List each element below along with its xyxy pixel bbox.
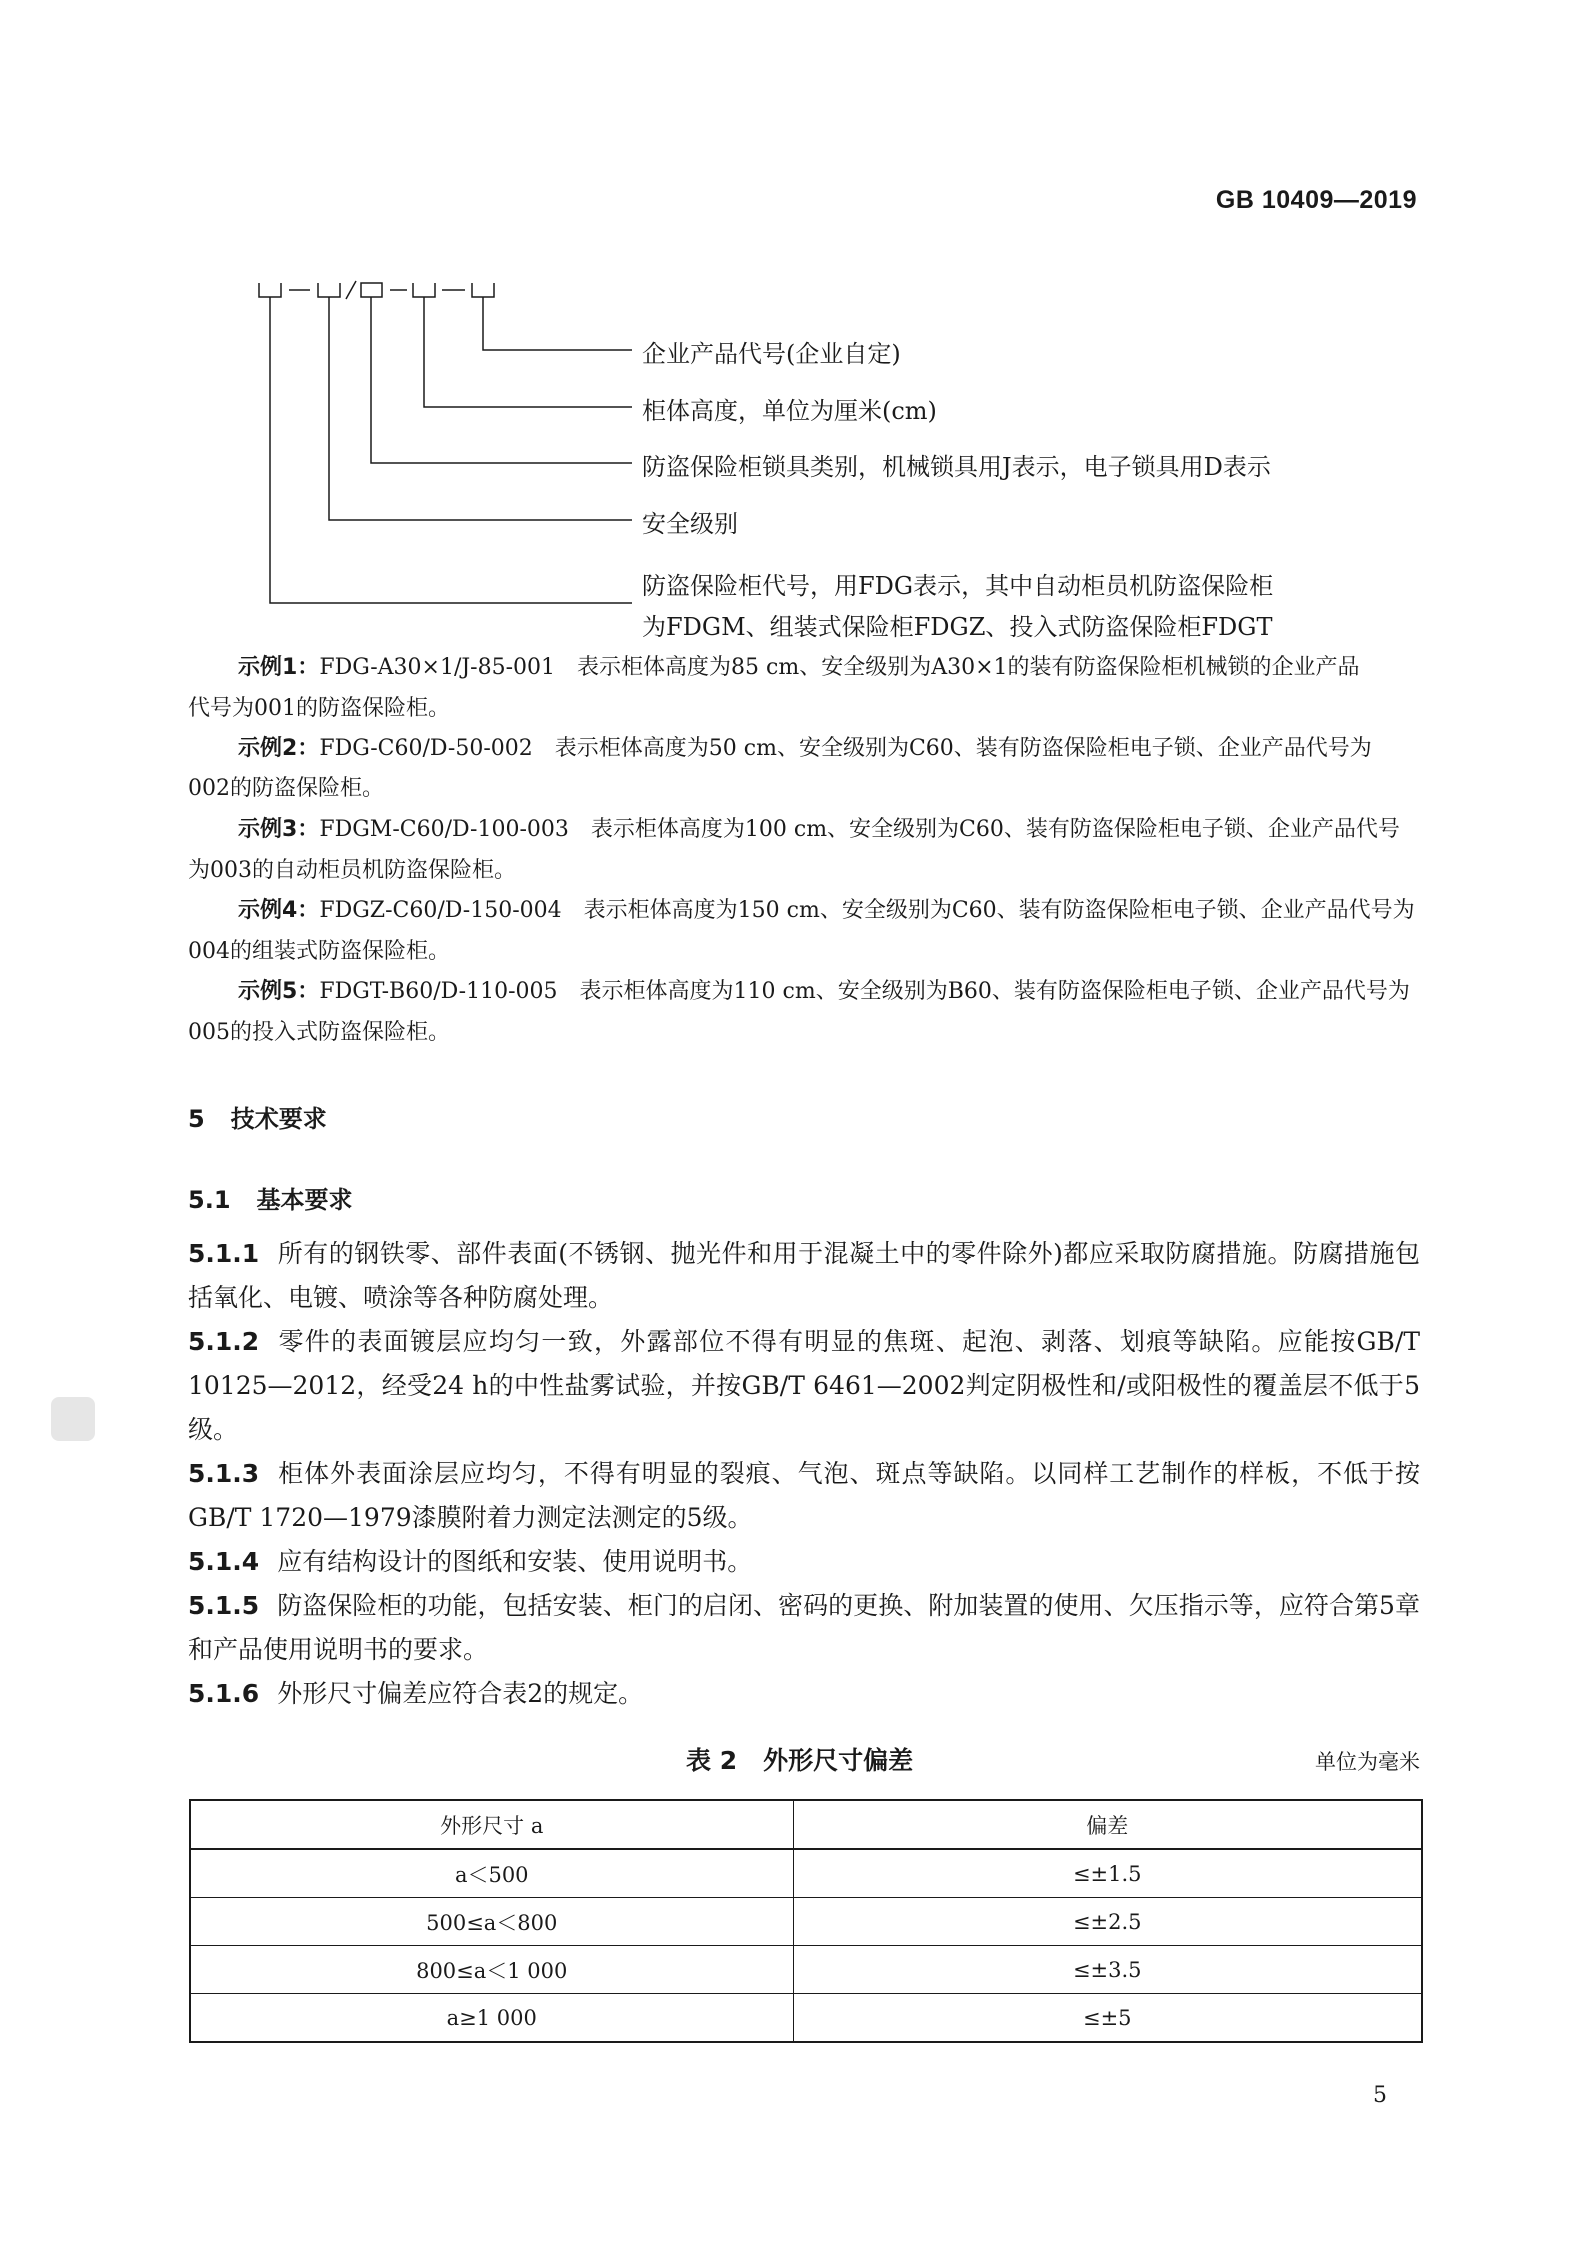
code-slot-5 [472,283,494,297]
table-cell-deviation: ≤±3.5 [793,1946,1422,1994]
example-1-line-1: 示例1：FDG-A30×1/J-85-001 表示柜体高度为85 cm、安全级别为A30×1的装有防盗保险柜机械锁的企业产品 [238,655,1360,680]
standard-code: GB 10409—2019 [1215,186,1417,214]
code-slot-2 [318,283,340,297]
code-slot-4 [413,283,435,297]
page-number: 5 [1373,2083,1387,2108]
table-cell-dimension: a＜500 [190,1849,793,1898]
diagram-label-safe-code-1: 防盗保险柜代号，用FDG表示，其中自动柜员机防盗保险柜 [642,572,1274,600]
table-row [190,1898,1422,1946]
example-5-line-1: 示例5：FDGT-B60/D-110-005 表示柜体高度为110 cm、安全级别为B60、装有防盗保险柜电子锁、企业产品代号为 [238,979,1410,1004]
table-cell-deviation: ≤±5 [793,1994,1422,2043]
example-5-line-2: 005的投入式防盗保险柜。 [188,1020,450,1045]
table-row [190,1849,1422,1898]
table-header-row [190,1800,1422,1849]
clause-5-1-1: 5.1.1 所有的钢铁零、部件表面(不锈钢、抛光件和用于混凝土中的零件除外)都应采取防腐措施。防腐措施包括氧化、电镀、喷涂等各种防腐处理。 [188,1239,1420,1312]
table-cell-dimension: 500≤a＜800 [190,1898,793,1946]
table-row [190,1946,1422,1994]
clause-5-1-5: 5.1.5 防盗保险柜的功能，包括安装、柜门的启闭、密码的更换、附加装置的使用、欠压指示等，应符合第5章和产品使用说明书的要求。 [188,1591,1420,1664]
table-2-dimension-deviation [189,1799,1423,2043]
code-slot-1 [259,283,281,297]
table-2-unit: 单位为毫米 [1315,1750,1420,1774]
diagram-label-security-level: 安全级别 [642,510,738,538]
example-4-line-2: 004的组装式防盗保险柜。 [188,939,450,964]
example-1-line-2: 代号为001的防盗保险柜。 [188,696,450,721]
table-cell-deviation: ≤±2.5 [793,1898,1422,1946]
table-header-dimension: 外形尺寸 a [190,1800,793,1849]
diagram-label-lock-type: 防盗保险柜锁具类别，机械锁具用J表示，电子锁具用D表示 [642,453,1271,481]
section-5-heading: 5 技术要求 [188,1105,327,1133]
table-cell-dimension: a≥1 000 [190,1994,793,2043]
clause-5-1-2: 5.1.2 零件的表面镀层应均匀一致，外露部位不得有明显的焦斑、起泡、剥落、划痕等缺陷。应能按GB/T 10125—2012，经受24 h的中性盐雾试验，并按GB/T 6461—2002判定阴极性和/或阳极性的覆盖层不低于5级。 [188,1327,1420,1444]
table-header-deviation: 偏差 [793,1800,1422,1849]
diagram-label-product-code: 企业产品代号(企业自定) [642,340,901,368]
side-tab-marker[interactable] [51,1397,95,1441]
clause-5-1-6: 5.1.6 外形尺寸偏差应符合表2的规定。 [188,1679,644,1708]
example-3-line-2: 为003的自动柜员机防盗保险柜。 [188,858,516,883]
table-row [190,1994,1422,2043]
code-structure-diagram [0,0,1587,660]
example-4-line-1: 示例4：FDGZ-C60/D-150-004 表示柜体高度为150 cm、安全级别为C60、装有防盗保险柜电子锁、企业产品代号为 [238,898,1415,923]
clause-5-1-4: 5.1.4 应有结构设计的图纸和安装、使用说明书。 [188,1547,753,1576]
table-cell-dimension: 800≤a＜1 000 [190,1946,793,1994]
clause-5-1-3: 5.1.3 柜体外表面涂层应均匀，不得有明显的裂痕、气泡、斑点等缺陷。以同样工艺制作的样板，不低于按GB/T 1720—1979漆膜附着力测定法测定的5级。 [188,1459,1420,1532]
example-2-line-2: 002的防盗保险柜。 [188,776,384,801]
example-2-line-1: 示例2：FDG-C60/D-50-002 表示柜体高度为50 cm、安全级别为C60、装有防盗保险柜电子锁、企业产品代号为 [238,736,1372,761]
example-3-line-1: 示例3：FDGM-C60/D-100-003 表示柜体高度为100 cm、安全级别为C60、装有防盗保险柜电子锁、企业产品代号 [238,817,1400,842]
code-slot-3 [361,283,382,297]
diagram-label-height: 柜体高度，单位为厘米(cm) [642,397,937,425]
table-2-title: 表 2 外形尺寸偏差 [686,1746,914,1775]
diagram-label-safe-code-2: 为FDGM、组装式保险柜FDGZ、投入式防盗保险柜FDGT [642,613,1273,641]
section-5-1-heading: 5.1 基本要求 [188,1186,353,1214]
table-cell-deviation: ≤±1.5 [793,1849,1422,1898]
